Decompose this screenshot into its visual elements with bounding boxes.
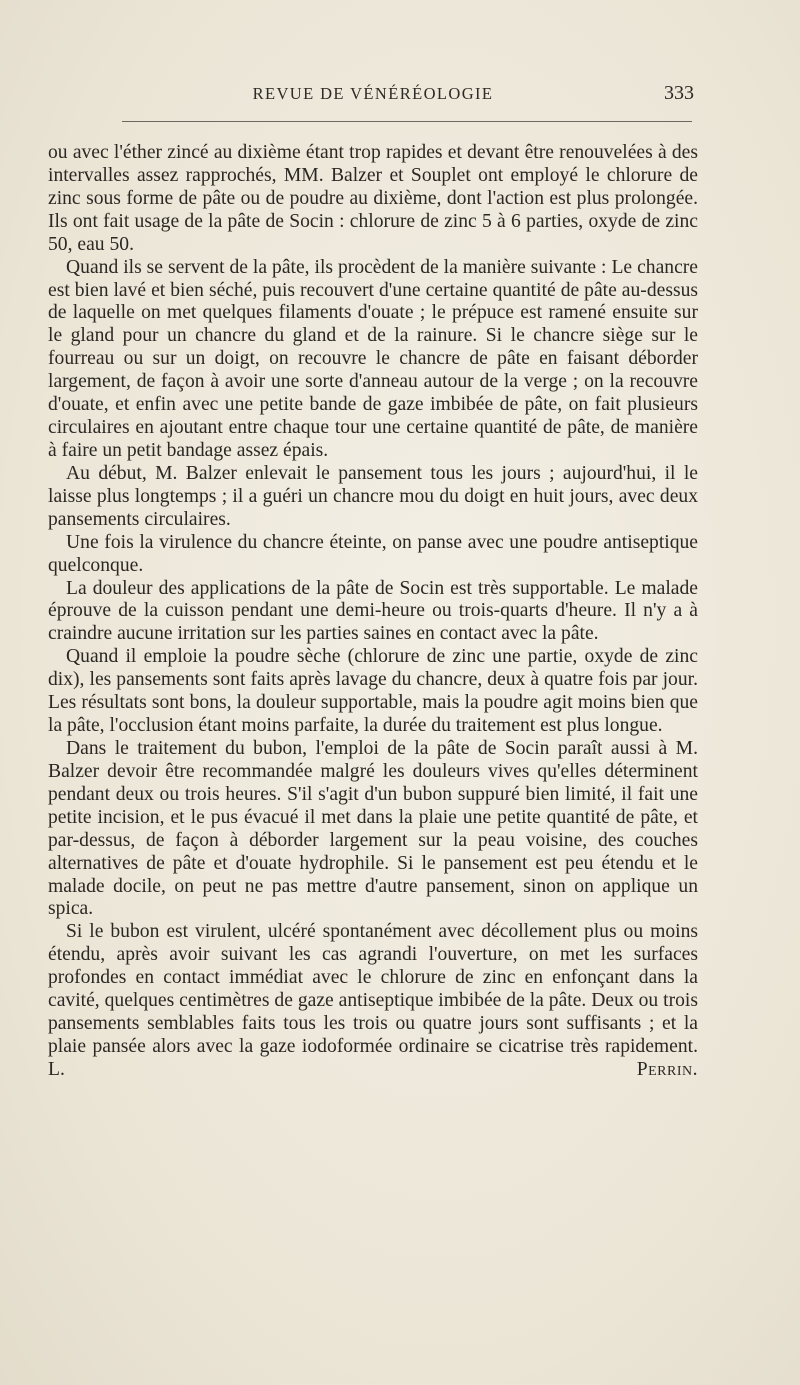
page-number: 333: [664, 82, 694, 104]
author-signature: [48, 1059, 698, 1080]
paragraph: Quand ils se servent de la pâte, ils procèdent de la manière suivante : Le chancre est bien lavé et bien séché, puis recouvert d'une certaine quantité de pâte au-dessus de laquelle on met quelques filaments d'ouate ; le prépuce est ramené ensuite sur le gland pour un chancre du gland et de la rainure. Si le chancre siège sur le fourreau ou sur un doigt, on recouvre le chancre de pâte en faisant déborder largement, de façon à avoir une sorte d'anneau autour de la verge ; on la recouvre d'ouate, et enfin avec une petite bande de gaze imbibée de pâte, on fait plusieurs circulaires en ajoutant entre chaque tour une certaine quantité de pâte, de manière à faire un petit bandage assez épais.: [48, 256, 698, 461]
paragraph: Une fois la virulence du chancre éteinte, on panse avec une poudre antiseptique quelconque.: [48, 531, 698, 576]
paragraph: La douleur des applications de la pâte de Socin est très supportable. Le malade éprouve de la cuisson pendant une demi-heure ou trois-quarts d'heure. Il n'y a à craindre aucune irritation sur les parties saines en contact avec la pâte.: [48, 577, 698, 645]
paragraph-text: Si le bubon est virulent, ulcéré spontanément avec décollement plus ou moins étendu, après avoir suivant les cas agrandi l'ouverture, on met les surfaces profondes en contact immédiat avec le chlorure de zinc en enfonçant dans la cavité, quelques centimètres de gaze antiseptique imbibée de la pâte. Deux ou trois pansements semblables faits tous les trois ou quatre jours sont suffisants ; et la plaie pansée alors avec la gaze iodoformée ordinaire se cicatrise très rapidement.: [48, 921, 698, 1057]
header-rule: [122, 121, 692, 122]
paragraph: Dans le traitement du bubon, l'emploi de la pâte de Socin paraît aussi à M. Balzer devoir être recommandée malgré les douleurs vives qu'elles déterminent pendant deux ou trois heures. S'il s'agit d'un bubon suppuré bien limité, il fait une petite incision, et le pus évacué il met dans la plaie une petite quantité de pâte, et par-dessus, de façon à déborder largement sur la peau voisine, des couches alternatives de pâte et d'ouate hydrophile. Si le pansement est peu étendu et le malade docile, on peut ne pas mettre d'autre pansement, sinon on applique un spica.: [48, 737, 698, 920]
paragraph-with-signature: [48, 921, 698, 1081]
paragraph: Au début, M. Balzer enlevait le pansement tous les jours ; aujourd'hui, il le laisse plus longtemps ; il a guéri un chancre mou du doigt en huit jours, avec deux pansements circulaires.: [48, 462, 698, 530]
page-header: [48, 82, 698, 112]
paragraph: Quand il emploie la poudre sèche (chlorure de zinc une partie, oxyde de zinc dix), les pansements sont faits après lavage du chancre, deux à quatre fois par jour. Les résultats sont bons, la douleur supportable, mais la poudre agit moins bien que la pâte, l'occlusion étant moins parfaite, la durée du traitement est plus longue.: [48, 646, 698, 737]
author-name: Perrin.: [636, 1058, 698, 1080]
author-initial: L.: [48, 1058, 65, 1080]
running-title: REVUE DE VÉNÉRÉOLOGIE: [252, 84, 494, 103]
article-body: [48, 142, 698, 1082]
paragraph: ou avec l'éther zincé au dixième étant trop rapides et devant être renouvelées à des intervalles assez rapprochés, MM. Balzer et Souplet ont employé le chlorure de zinc sous forme de pâte ou de poudre au dixième, dont l'action est plus prolongée. Ils ont fait usage de la pâte de Socin : chlorure de zinc 5 à 6 parties, oxyde de zinc 50, eau 50.: [48, 142, 698, 255]
